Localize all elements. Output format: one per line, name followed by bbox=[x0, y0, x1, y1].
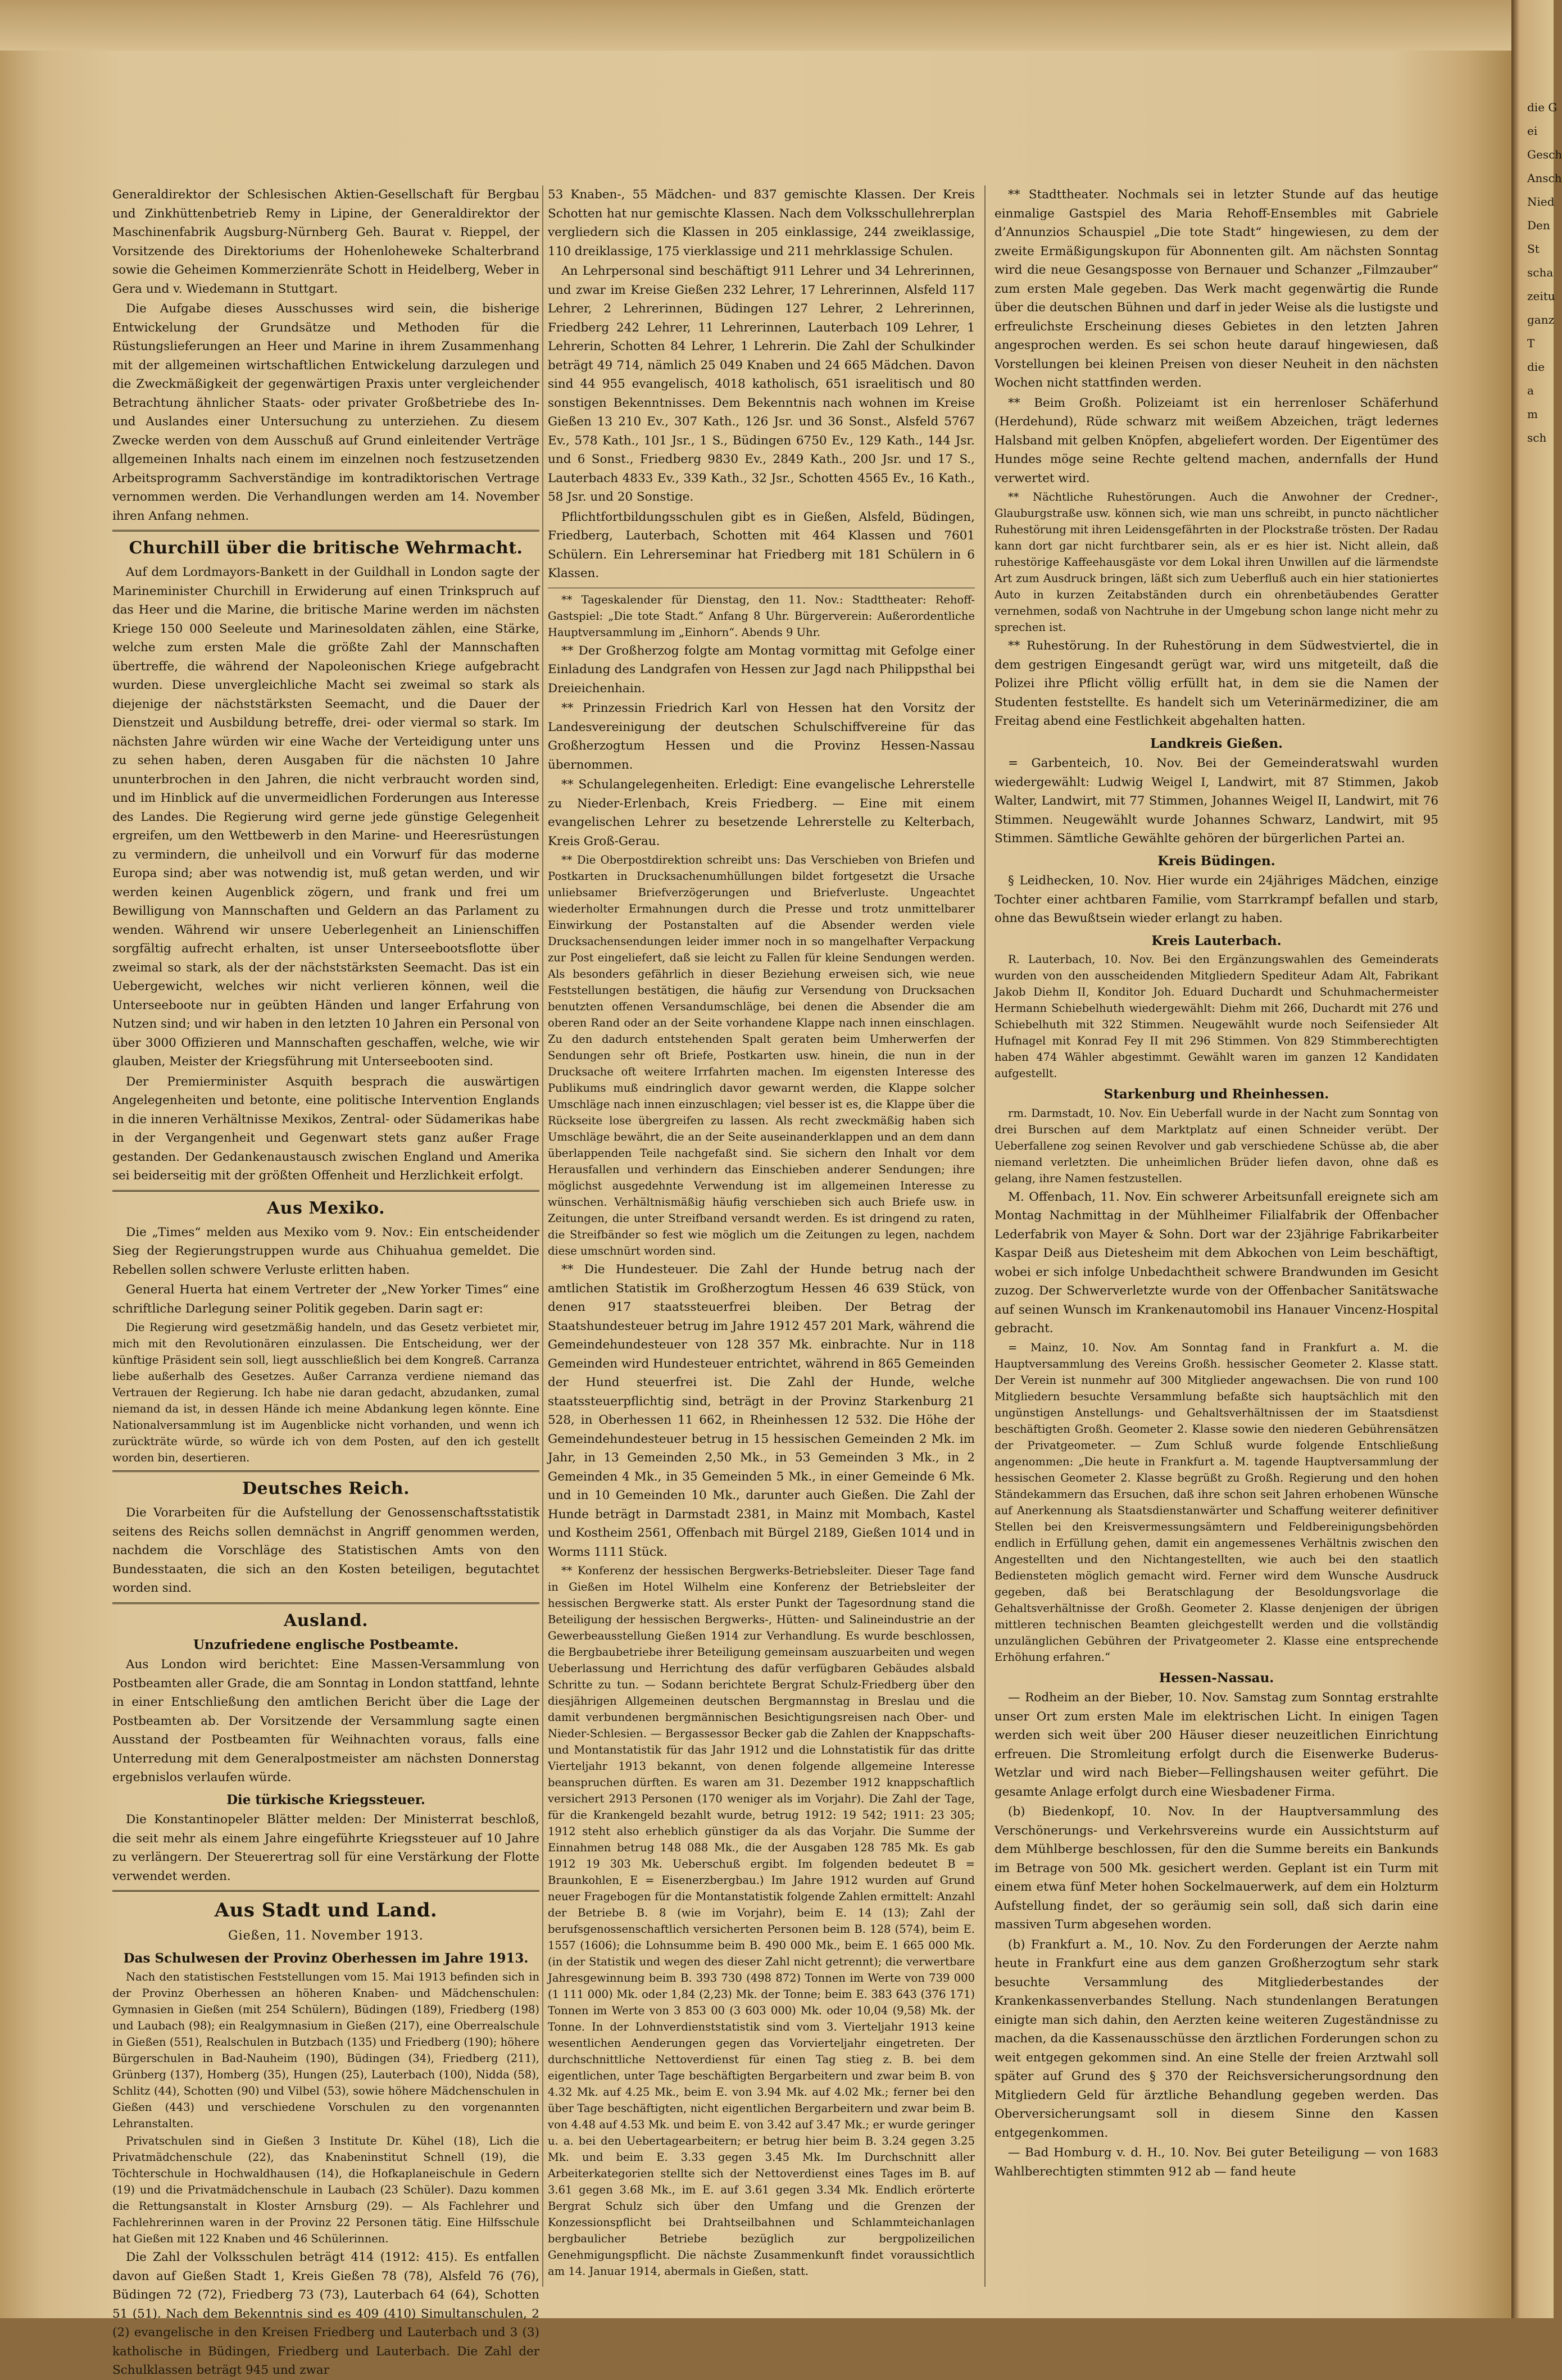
article-text: = Mainz, 10. Nov. Am Sonntag fand in Frankfurt a. M. die Hauptversammlung des Vereins Großh. hessischer Geometer 2. Klasse statt. Der Verein ist nunmehr auf 300 Mitglieder angewachsen. Die von rund 100 Mitgliedern besuchte Versammlung befaßte sich hauptsächlich mit den ungünstigen Anstellungs- und Gehaltsverhältnissen der im Staatsdienst beschäftigten Großh. Geometer 2. Klasse sowie den niederen Gebührensätzen der Privatgeometer. — Zum Schluß wurde folgende Entschließung angenommen: „Die heute in Frankfurt a. M. tagende Hauptversammlung der hessischen Geometer 2. Klasse begrüßt zu Großh. Regierung und den hohen Ständekammern das Ersuchen, daß ihre schon seit Jahren erhobenen Wünsche auf Anerkennung als Staatsdienstanwärter und Schaffung weiterer definitiver Stellen bei den Kreisvermessungsämtern und Feldbereinigungsbehörden endlich in Erfüllung gehen, damit ein angemessenes Verhältnis zwischen den Angestellten und den Nichtangestellten, wie auch bei den staatlich Bediensteten möglich gemacht wird. Ferner wird dem Wunsche Ausdruck gegeben, daß bei Beratschlagung der Besoldungsvorlage die Gehaltsverhältnisse der Großh. Geometer 2. Klasse denjenigen der übrigen mittleren technischen Beamten gleichgestellt werden und die vollständig unzulänglichen Gebühren der Privatgeometer 2. Klasse eine entsprechende Erhöhung erfahren.“ bbox=[995, 1341, 1438, 1664]
article-text: ** Der Großherzog folgte am Montag vormittag mit Gefolge einer Einladung des Landgrafen von Hessen zur Jagd nach Philippsthal bei Dreieichenhain. bbox=[548, 643, 975, 696]
article-text: Aus London wird berichtet: Eine Massen-Versammlung von Postbeamten aller Grade, die am Sonntag in London stattfand, lehnte in einer Entschließung den amtlichen Bericht über die Lage der Postbeamten ab. Der Vorsitzende der Versammlung sagte einen Ausstand der Postbeamten für Weihnachten voraus, falls eine Unterredung mit dem Generalpostmeister am nächsten Donnerstag ergebnislos verlaufen würde. bbox=[112, 1657, 539, 1784]
column-divider bbox=[542, 185, 543, 2287]
article-text: Der Premierminister Asquith besprach die auswärtigen Angelegenheiten und betonte, eine politische Intervention Englands in die inneren Verhältnisse Mexikos, Zentral- oder Südamerikas habe in der Vergangenheit und Gegenwart stets ganz außer Frage gestanden. Der Gedankenaustausch zwischen England und Amerika sei beiderseitig mit der größten Offenheit und Herzlichkeit erfolgt. bbox=[112, 1074, 539, 1183]
article-text: Privatschulen sind in Gießen 3 Institute Dr. Kühel (18), Lich die Privatmädchenschule (22), das Knabeninstitut Schnell (19), die Töchterschule in Hochwaldhausen (14), die Hofkaplaneischule in Gedern (19) und die Privatmädchenschule in Laubach (23 Schüler). Dazu kommen die Rettungsanstalt in Kloster Arnsburg (29). — Als Fachlehrer und Fachlehrerinnen waren in der Provinz 22 Personen tätig. Eine Hilfsschule hat Gießen mit 122 Knaben und 46 Schülerinnen. bbox=[112, 2134, 539, 2245]
edge-fragment: St bbox=[1527, 242, 1540, 256]
article-text: Auf dem Lordmayors-Bankett in der Guildhall in London sagte der Marineminister Churchill in Erwiderung auf einen Trinkspruch auf das Heer und die Marine, die britische Marine werden im nächsten Kriege 150 000 Seeleute und Marinesoldaten zählen, eine Stärke, welche zum ersten Male die größte Zahl der Mannschaften übertreffe, die während der Napoleonischen Kriege aufgebracht wurden. Diese unvergleichliche Macht sei zweimal so stark als diejenige der nächststärksten Seemacht, und die Dauer der Dienstzeit und Ausbildung betreffe, drei- oder viermal so stark. Im nächsten Jahre würden wir eine Wache der Verteidigung unter uns zu sehen haben, deren Ausgaben für die nächsten 10 Jahre ununterbrochen in den Jahren, die nicht verbraucht worden sind, und im Hinblick auf die unvermeidlichen Forderungen aus Interesse des Landes. Die Regierung wird gerne jede günstige Gelegenheit ergreifen, um den Wettbewerb in den Marine- und Heeresrüstungen zu vermindern, die unheilvoll und ein Vorwurf für das moderne Europa sind; aber was notwendig ist, muß getan werden, und wir werden keinen Augenblick zögern, und frank und frei um Bewilligung von Mannschaften und Geldern an das Parlament zu wenden. Während wir unsere Ueberlegenheit an Linienschiffen sorgfältig aufrecht erhalten, ist unser Unterseebootsflotte über zweimal so stark, als der der nächststärksten Seemacht. Das ist ein Uebergewicht, welches wir nicht verlieren können, weil die Unterseeboote nur in geübten Händen und langer Erfahrung von Nutzen sind; und wir haben in den letzten 10 Jahren ein Personal von über 3000 Offizieren und Mannschaften geschaffen, welche, wie wir glauben, Meister der Kriegsführung mit Unterseebooten sind. bbox=[112, 565, 539, 1069]
article-text: Die Regierung wird gesetzmäßig handeln, und das Gesetz verbietet mir, mich mit den Revolutionären einzulassen. Die Entscheidung, wer der künftige Präsident sein soll, liegt ausschließlich bei dem Kongreß. Carranza liebe außerhalb des Gesetzes. Außer Carranza verdiene niemand das Vertrauen der Regierung. Ich habe nie daran gedacht, abzudanken, zumal niemand da ist, in dessen Hände ich meine Abdankung legen könnte. Eine Nationalversammlung ist im Augenblicke nicht vorhanden, und wenn ich zurückträte würde, so würde ich von dem Posten, auf den ich gestellt worden bin, desertieren. bbox=[112, 1321, 539, 1464]
article-text: ** Die Oberpostdirektion schreibt uns: Das Verschieben von Briefen und Postkarten in Drucksachenumhüllungen bildet fortgesetzt die Ursache unliebsamer Briefverzögerungen und Briefverluste. Ungeachtet wiederholter Ermahnungen durch die Presse und trotz unmittelbarer Einwirkung der Postanstalten auf die Absender werden viele Drucksachensendungen leider immer noch in so mangelhafter Verpackung zur Post eingeliefert, daß sie leicht zu Fallen für kleine Sendungen werden. Als besonders gefährlich in dieser Beziehung erweisen sich, wie neue Feststellungen bestätigen, die häufig zur Versendung von Drucksachen benutzten offenen Versandumschläge, bei denen die Absender die am oberen Rand oder an der Seite vorhandene Klappe nach innen einschlagen. Zu den dadurch entstehenden Spalt geraten beim Umherwerfen der Sendungen sehr oft Briefe, Postkarten usw. hinein, die nun in der Drucksache oft weitere Irrfahrten machen. Im eigensten Interesse des Publikums muß eindringlich davor gewarnt werden, die Klappe solcher Umschläge nach innen einzuschlagen; viel besser ist es, die Klappe über die Rückseite lose übergreifen zu lassen. Als recht zweckmäßig haben sich Umschläge bewährt, die an der Seite auseinanderklappen und an dem dann überlappenden Teile nachgefaßt sind. Sie sichern den Inhalt vor dem Herausfallen und verhindern das Einschieben anderer Sendungen; ihre möglichst ausgedehnte Verwendung ist im allgemeinen Interesse zu wünschen. Verhältnismäßig häufig verschieben sich auch Briefe usw. in Zeitungen, die unter Streifband versandt werden. Es ist dringend zu raten, die Streifbänder so fest wie möglich um die Zeitungen zu legen, nachdem diese umschnürt worden sind. bbox=[548, 853, 975, 1257]
sub-heading: Kreis Büdingen. bbox=[1157, 853, 1275, 869]
article-text: Pflichtfortbildungsschulen gibt es in Gießen, Alsfeld, Büdingen, Friedberg, Lauterbach, Schotten mit 464 Klassen und 7601 Schülern. Ein Lehrerseminar hat Friedberg mit 181 Schülern in 6 Klassen. bbox=[548, 510, 975, 580]
article-text: Die Konstantinopeler Blätter melden: Der Ministerrat beschloß, die seit mehr als einem Jahre eingeführte Kriegssteuer auf 10 Jahre zu verlängern. Der Steuerertrag soll für eine Verstärkung der Flotte verwendet werden. bbox=[112, 1813, 539, 1883]
edge-fragment: die bbox=[1527, 360, 1545, 374]
edge-fragment: zeitu bbox=[1527, 289, 1555, 303]
edge-fragment: scha bbox=[1527, 266, 1554, 279]
edge-fragment: Nied bbox=[1527, 195, 1555, 208]
article-text: An Lehrpersonal sind beschäftigt 911 Lehrer und 34 Lehrerinnen, und zwar im Kreise Gießen 232 Lehrer, 17 Lehrerinnen, Alsfeld 117 Lehrer, 2 Lehrerinnen, Büdingen 127 Lehrer, 2 Lehrerinnen, Friedberg 242 Lehrer, 11 Lehrerinnen, Lauterbach 109 Lehrer, 1 Lehrerin, Schotten 84 Lehrer, 1 Lehrerin. Die Zahl der Schulkinder beträgt 49 714, nämlich 25 049 Knaben und 24 665 Mädchen. Davon sind 44 955 evangelisch, 4018 katholisch, 651 israelitisch und 80 sonstigen Bekenntnisses. Dem Bekenntnis nach wohnen im Kreise Gießen 13 210 Ev., 307 Kath., 126 Jsr. und 36 Sonst., Alsfeld 5767 Ev., 578 Kath., 101 Jsr., 1 S., Büdingen 6750 Ev., 129 Kath., 144 Jsr. und 6 Sonst., Friedberg 9830 Ev., 2849 Kath., 200 Jsr. und 17 S., Lauterbach 4833 Ev., 339 Kath., 32 Jsr., Schotten 4565 Ev., 16 Kath., 58 Jsr. und 20 Sonstige. bbox=[548, 264, 975, 504]
section-rule bbox=[112, 1602, 539, 1604]
section-heading: Deutsches Reich. bbox=[242, 1479, 410, 1498]
article-text: = Garbenteich, 10. Nov. Bei der Gemeinderatswahl wurden wiedergewählt: Ludwig Weigel I, Landwirt, mit 87 Stimmen, Jakob Walter, Landwirt, mit 77 Stimmen, Johannes Weigel II, Landwirt, mit 76 Stimmen. Neugewählt wurde Johannes Schwarz, Landwirt, mit 95 Stimmen. Sämtliche Gewählte gehören der bürgerlichen Partei an. bbox=[995, 756, 1438, 846]
column-divider bbox=[984, 185, 986, 2287]
sub-heading: Unzufriedene englische Postbeamte. bbox=[193, 1637, 459, 1652]
article-text: — Rodheim an der Bieber, 10. Nov. Samstag zum Sonntag erstrahlte unser Ort zum ersten Male im elektrischen Licht. In einigen Tagen werden sich weit über 200 Häuser dieser neuzeitlichen Einrichtung erfreuen. Die Stromleitung erfolgt durch die Eisenwerke Buderus-Wetzlar und wird nach Bieber—Fellingshausen weiter geführt. Die gesamte Anlage erfolgt durch eine Wiesbadener Firma. bbox=[995, 1691, 1438, 1799]
edge-fragment: Gesch bbox=[1527, 148, 1562, 161]
section-heading: Churchill über die britische Wehrmacht. bbox=[129, 538, 523, 558]
article-text: — Bad Homburg v. d. H., 10. Nov. Bei guter Beteiligung — von 1683 Wahlberechtigten stimmten 912 ab — fand heute bbox=[995, 2146, 1438, 2179]
article-text: ** Ruhestörung. In der Ruhestörung in dem Südwestviertel, die in dem gestrigen Eingesandt gerügt war, wird uns mitgeteilt, daß die Polizei ihre Pflicht völlig erfüllt hat, in dem sie die Namen der Studenten feststellte. Es handelt sich um Veterinärmediziner, die am Freitag abend eine Festlichkeit abgehalten hatten. bbox=[995, 639, 1438, 728]
sub-heading: Kreis Lauterbach. bbox=[1151, 933, 1282, 948]
section-rule bbox=[112, 1890, 539, 1892]
section-rule bbox=[112, 1470, 539, 1472]
edge-fragment: die G bbox=[1527, 101, 1558, 114]
article-text: 53 Knaben-, 55 Mädchen- und 837 gemischte Klassen. Der Kreis Schotten hat nur gemischte Klassen. Nach dem Volksschullehrerplan vergliedern sich die Klassen in 205 einklassige, 244 zweiklassige, 110 dreiklassige, 175 vierklassige und 211 mehrklassige Schulen. bbox=[548, 188, 975, 258]
adjacent-page-text bbox=[1527, 96, 1562, 2296]
edge-fragment: Ansch bbox=[1527, 171, 1562, 185]
calendar-notice: ** Tageskalender für Dienstag, den 11. Nov.: Stadttheater: Rehoff-Gastspiel: „Die tote Stadt.“ Anfang 8 Uhr. Bürgerverein: Außerordentliche Hauptversammlung im „Einhorn“. Abends 9 Uhr. bbox=[548, 593, 975, 639]
sub-heading: Die türkische Kriegssteuer. bbox=[226, 1792, 425, 1807]
article-text: R. Lauterbach, 10. Nov. Bei den Ergänzungswahlen des Gemeinderats wurden von den ausscheidenden Mitgliedern Spediteur Adam Alt, Fabrikant Jakob Diehm II, Konditor Joh. Eduard Duchardt und Schuhmachermeister Hermann Schiebelhuth wiedergewählt: Diehm mit 266, Duchardt mit 276 und Schiebelhuth mit 322 Stimmen. Neugewählt wurde noch Seifensieder Alt Hufnagel mit Konrad Fey II mit 296 Stimmen. Von 829 Stimmberechtigten haben 474 Wähler abgestimmt. Gewählt waren im ganzen 12 Kandidaten aufgestellt. bbox=[995, 953, 1438, 1080]
adjacent-page-edge bbox=[1511, 0, 1562, 2318]
sub-heading: Landkreis Gießen. bbox=[1150, 735, 1283, 751]
edge-fragment: a bbox=[1527, 384, 1534, 397]
article-text: Die Aufgabe dieses Ausschusses wird sein, die bisherige Entwickelung der Grundsätze und Methoden für die Rüstungslieferungen an Heer und Marine in ihrem Zusammenhang mit der allgemeinen wirtschaftlichen Entwickelung darzulegen und die Zweckmäßigkeit der gegenwärtigen Praxis unter vergleichender Betrachtung ähnlicher Staats- oder privater Großbetriebe des In- und Auslandes einer Untersuchung zu unterziehen. Zu diesem Zwecke werden von dem Ausschuß auf Grund einleitender Verträge allgemeinen Inhalts nach einem im einzelnen noch festzusetzenden Arbeitsprogramm Sachverständige im kontradiktorischen Vertrage vernommen werden. Die Verhandlungen werden am 14. November ihren Anfang nehmen. bbox=[112, 302, 539, 523]
sub-heading: Starkenburg und Rheinhessen. bbox=[1104, 1087, 1329, 1102]
edge-fragment: T bbox=[1527, 337, 1535, 350]
article-text: ** Prinzessin Friedrich Karl von Hessen hat den Vorsitz der Landesvereinigung der deutschen Schulschiffvereine für das Großherzogtum Hessen und die Provinz Hessen-Nassau übernommen. bbox=[548, 701, 975, 772]
article-text: ** Stadttheater. Nochmals sei in letzter Stunde auf das heutige einmalige Gastspiel des Maria Rehoff-Ensembles mit Gabriele d’Annunzios Schauspiel „Die tote Stadt“ hingewiesen, zu dem der zweite Ermäßigungskupon für Abonnenten gilt. Am nächsten Sonntag wird die neue Gesangsposse von Bernauer und Schanzer „Filmzauber“ zum ersten Male gegeben. Das Werk macht gegenwärtig die Runde über die deutschen Bühnen und darf in jeder Weise als die lustigste und erfreulichste Erscheinung dieses Gebietes in den letzten Jahren angesprochen werden. Es sei schon heute darauf hingewiesen, daß Vorstellungen bei kleinen Preisen von dieser Neuheit in den nächsten Wochen nicht stattfinden werden. bbox=[995, 188, 1438, 390]
article-text: Nach den statistischen Feststellungen vom 15. Mai 1913 befinden sich in der Provinz Oberhessen an höheren Knaben- und Mädchenschulen: Gymnasien in Gießen (mit 254 Schülern), Büdingen (189), Friedberg (198) und Laubach (98); ein Realgymnasium in Gießen (217), eine Oberrealschule in Gießen (551), Realschulen in Butzbach (135) und Friedberg (190); höhere Bürgerschulen in Bad-Nauheim (190), Büdingen (34), Friedberg (211), Grünberg (137), Homberg (35), Hungen (25), Lauterbach (100), Nidda (58), Schlitz (44), Schotten (90) und Vilbel (53), sowie höhere Mädchenschulen in Gießen (443) und verschiedene Vorschulen zu den vorgenannten Lehranstalten. bbox=[112, 1970, 539, 2130]
section-rule bbox=[112, 530, 539, 532]
article-text: Die Vorarbeiten für die Aufstellung der Genossenschaftsstatistik seitens des Reichs sollen demnächst in Angriff genommen werden, nachdem die Vorschläge des Statistischen Amts von den Bundesstaaten, die sich an den Kosten beteiligen, begutachtet worden sind. bbox=[112, 1506, 539, 1595]
dateline: Gießen, 11. November 1913. bbox=[228, 1929, 424, 1943]
edge-fragment: ganz bbox=[1527, 313, 1555, 326]
column-1 bbox=[112, 185, 539, 2377]
page-top-margin bbox=[0, 0, 1554, 51]
section-heading: Aus Stadt und Land. bbox=[214, 1899, 438, 1922]
article-text: rm. Darmstadt, 10. Nov. Ein Ueberfall wurde in der Nacht zum Sonntag von drei Burschen auf dem Marktplatz auf einen Schneider verübt. Der Ueberfallene zog seinen Revolver und gab verschiedene Schüsse ab, die aber niemand verletzten. Die unheimlichen Brüder liefen davon, ohne daß es gelang, ihre Namen festzustellen. bbox=[995, 1106, 1438, 1185]
article-text: ** Konferenz der hessischen Bergwerks-Betriebsleiter. Dieser Tage fand in Gießen im Hotel Wilhelm eine Konferenz der Betriebsleiter der hessischen Bergwerke statt. Als erster Punkt der Tagesordnung stand die Beteiligung der hessischen Bergwerks-, Hütten- und Salineindustrie an der Gewerbeausstellung Gießen 1914 zur Verhandlung. Es wurde beschlossen, die Bergbaubetriebe ihrer Beteiligung gemeinsam auszuarbeiten und wegen Ueberlassung und Herrichtung des dafür verfügbaren Gebäudes alsbald Schritte zu tun. — Sodann berichtete Bergrat Schulz-Friedberg über den diesjährigen Allgemeinen deutschen Bergmannstag in Breslau und die damit verbundenen bergmännischen Besichtigungsreisen nach Ober- und Nieder-Schlesien. — Bergassessor Becker gab die Zahlen der Knappschafts- und Montanstatistik für das Jahr 1912 und die Lohnstatistik für das dritte Vierteljahr 1913 bekannt, von denen folgende allgemeine Interesse beanspruchen dürften. Es waren am 31. Dezember 1912 knappschaftlich versichert 2913 Personen (170 weniger als im Vorjahr). Die Zahl der Tage, für die Krankengeld bezahlt wurde, betrug 1912: 19 542; 1911: 23 305; 1912 steht also erheblich günstiger da als das Vorjahr. Die Summe der Einnahmen betrug 148 088 Mk., die der Ausgaben 128 785 Mk. Es gab 1912 19 303 Mk. Ueberschuß ergibt. Im folgenden bedeutet B = Braunkohlen, E = Eisenerzbergbau.) Im Jahre 1912 wurden auf Grund neuer Fragebogen für die Montanstatistik folgende Zahlen ermittelt: Anzahl der Betriebe B. 8 (wie im Vorjahr), beim E. 14 (13); Zahl der berufsgenossenschaftlich versicherten Personen beim B. 128 (574), beim E. 1557 (1606); die Lohnsumme beim B. 490 000 Mk., beim E. 1 665 000 Mk. (in der Statistik und wegen des dieser Zahl nicht getrennt); die verwertbare Jahresgewinnung beim B. 393 730 (498 872) Tonnen im Werte von 739 000 (1 111 000) Mk. oder 1,84 (2,23) Mk. der Tonne; beim E. 383 643 (376 171) Tonnen im Werte von 3 853 00 (3 603 000) Mk. oder 10,04 (9,58) Mk. der Tonne. In der Lohnverdienststatistik sind vom 3. Vierteljahr 1913 keine wesentlichen Aenderungen gegen das Vorvierteljahr eingetreten. Der durchschnittliche Nettoverdienst für einen Tag stieg z. B. bei dem eigentlichen, unter Tage beschäftigten Bergarbeitern und zwar beim B. von 4.32 Mk. auf 4.25 Mk., beim E. von 3.94 Mk. auf 4.02 Mk.; ferner bei den über Tage beschäftigten, nicht eigentlichen Bergarbeitern und zwar beim B. von 4.48 auf 4.53 Mk. und beim E. von 3.42 auf 3.47 Mk.; er wurde geringer u. a. bei den Uebertagearbeitern; er betrug hier beim B. 3.24 gegen 3.25 Mk. und beim E. 3.33 gegen 3.45 Mk. Im Durchschnitt aller Arbeiterkategorien stellte sich der Nettoverdienst eines Tages im B. auf 3.61 gegen 3.68 Mk., im E. auf 3.61 gegen 3.34 Mk. Endlich erörterte Bergrat Schulz sich über den Umfang und die Grenzen der Konzessionspflicht bei Drahtseilbahnen und Schlammteichanlagen bergbaulicher Betriebe bezüglich zur bergpolizeilichen Genehmigungspflicht. Die nächste Zusammenkunft findet voraussichtlich am 14. Januar 1914, abermals in Gießen, statt. bbox=[548, 1564, 975, 2278]
edge-fragment: m bbox=[1527, 407, 1538, 421]
article-text: ** Schulangelegenheiten. Erledigt: Eine evangelische Lehrerstelle zu Nieder-Erlenbach, Kreis Friedberg. — Eine mit einem evangelischen Lehrer zu besetzende Lehrerstelle zu Kelterbach, Kreis Groß-Gerau. bbox=[548, 778, 975, 848]
article-text: (b) Frankfurt a. M., 10. Nov. Zu den Forderungen der Aerzte nahm heute in Frankfurt eine aus dem ganzen Großherzogtum sehr stark besuchte Versammlung des Mitgliederbestandes der Krankenkassenverbandes Stellung. Nach stundenlangen Beratungen einigte man sich dahin, den Aerzten keine weiteren Zugeständnisse zu machen, da die Kassenausschüsse den ärztlichen Forderungen schon zu weit entgegen gekommen sind. An eine Stelle der freien Arztwahl soll später auf Grund des § 370 der Reichsversicherungsordnung den Mitgliedern Geld für ärztliche Behandlung gegeben werden. Das Oberversicherungsamt soll in diesem Sinne den Kassen entgegenkommen. bbox=[995, 1937, 1438, 2140]
article-text: Generaldirektor der Schlesischen Aktien-Gesellschaft für Bergbau und Zinkhüttenbetrieb Remy in Lipine, der Generaldirektor der Maschinenfabrik Augsburg-Nürnberg Geh. Baurat v. Rieppel, der Vorsitzende des Direktoriums der Hohenloheweke Schalterbrand sowie die Geheimen Kommerzienräte Schott in Heidelberg, Weber in Gera und v. Wiedemann in Stuttgart. bbox=[112, 188, 539, 296]
article-text: § Leidhecken, 10. Nov. Hier wurde ein 24jähriges Mädchen, einzige Tochter einer achtbaren Familie, vom Starrkrampf befallen und starb, ohne das Bewußtsein wieder erlangt zu haben. bbox=[995, 874, 1438, 925]
sub-heading: Das Schulwesen der Provinz Oberhessen im Jahre 1913. bbox=[123, 1950, 529, 1966]
article-text: General Huerta hat einem Vertreter der „New Yorker Times“ eine schriftliche Darlegung seiner Politik gegeben. Darin sagt er: bbox=[112, 1283, 539, 1316]
article-text: Die „Times“ melden aus Mexiko vom 9. Nov.: Ein entscheidender Sieg der Regierungstruppen wurde aus Chihuahua gemeldet. Die Rebellen sollen schwere Verluste erlitten haben. bbox=[112, 1225, 539, 1277]
edge-fragment: Den bbox=[1527, 219, 1550, 232]
section-heading: Aus Mexiko. bbox=[266, 1198, 385, 1218]
article-text: M. Offenbach, 11. Nov. Ein schwerer Arbeitsunfall ereignete sich am Montag Nachmittag in der Mühlheimer Filialfabrik der Offenbacher Lederfabrik von Mayer & Sohn. Dort war der 23jährige Fabrikarbeiter Kaspar Deiß aus Dietesheim mit dem Abkochen von Leim beschäftigt, wobei er sich infolge Unbedachtheit schwere Brandwunden im Gesicht zuzog. Der Schwerverletzte wurde von der Offenbacher Sanitätswache auf seinen Wunsch im Krankenautomobil ins Hanauer Vincenz-Hospital gebracht. bbox=[995, 1189, 1438, 1336]
article-text: (b) Biedenkopf, 10. Nov. In der Hauptversammlung des Verschönerungs- und Verkehrsvereins wurde ein Aussichtsturm auf dem Mühlberge beschlossen, für den die Summe bereits ein Bankunds im Betrage von 500 Mk. gesichert werden. Geplant ist ein Turm mit einem etwa fünf Meter hohen Sockelmauerwerk, auf dem ein Holzturm Aufstellung findet, der so geräumig sein soll, daß sich darin eine massiven Turm abgesehen worden. bbox=[995, 1805, 1438, 1932]
column-3 bbox=[995, 185, 1438, 2287]
article-text: Die Zahl der Volksschulen beträgt 414 (1912: 415). Es entfallen davon auf Gießen Stadt 1, Kreis Gießen 78 (78), Alsfeld 76 (76), Büdingen 72 (72), Friedberg 73 (73), Lauterbach 64 (64), Schotten 51 (51). Nach dem Bekenntnis sind es 409 (410) Simultanschulen, 2 (2) evangelische in den Kreisen Friedberg und Lauterbach und 3 (3) katholische in Büdingen, Friedberg und Lauterbach. Die Zahl der Schulklassen beträgt 945 und zwar bbox=[112, 2250, 539, 2377]
edge-fragment: sch bbox=[1527, 431, 1547, 444]
article-text: ** Beim Großh. Polizeiamt ist ein herrenloser Schäferhund (Herdehund), Rüde schwarz mit weißem Abzeichen, trägt ledernes Halsband mit gelben Knöpfen, abgeliefert worden. Der Eigentümer des Hundes möge seine Rechte geltend machen, andernfalls der Hund verwertet wird. bbox=[995, 396, 1438, 485]
column-2 bbox=[548, 185, 975, 2287]
edge-fragment: ei bbox=[1527, 124, 1538, 138]
sub-heading: Hessen-Nassau. bbox=[1159, 1670, 1274, 1686]
article-text: ** Die Hundesteuer. Die Zahl der Hunde betrug nach der amtlichen Statistik im Großherzogtum Hessen 46 639 Stück, von denen 917 staatssteuerfrei bleiben. Der Betrag der Staatshundesteuer betrug im Jahre 1912 457 201 Mark, während die Gemeindehundesteuer von 128 357 Mk. einbrachte. Nur in 118 Gemeinden wird Hundesteuer entrichtet, während in 865 Gemeinden der Hund steuerfrei ist. Die Zahl der Hunde, welche staatssteuerpflichtig sind, beträgt in der Provinz Starkenburg 21 528, in Oberhessen 11 662, in Rheinhessen 12 532. Die Höhe der Gemeindehundesteuer betrug in 15 hessischen Gemeinden 2 Mk. im Jahr, in 13 Gemeinden 2,50 Mk., in 53 Gemeinden 3 Mk., in 2 Gemeinden 4 Mk., in 35 Gemeinden 5 Mk., in einer Gemeinde 6 Mk. und in 10 Gemeinden 10 Mk., darunter auch Gießen. Die Zahl der Hunde beträgt in Darmstadt 2381, in Mainz mit Mombach, Kastel und Kostheim 2561, Offenbach mit Bürgel 2189, Gießen 1014 und in Worms 1111 Stück. bbox=[548, 1262, 975, 1559]
section-rule bbox=[112, 1190, 539, 1192]
section-heading: Ausland. bbox=[283, 1610, 369, 1630]
article-text: ** Nächtliche Ruhestörungen. Auch die Anwohner der Credner-, Glauburgstraße usw. können sich, wie man uns schreibt, in puncto nächtlicher Ruhestörung mit ihren Leidensgefährten in der Plockstraße trösten. Der Radau kann dort gar nicht furchtbarer sein, als er es hier ist. Nicht allein, daß ruhestörige Kaffeehausgäste vor dem Lokal ihren Unwillen auf die lärmendste Art zum Ausdruck bringen, läßt sich zum Ueberfluß auch ein hier stationiertes Auto in kurzen Zeitabständen durch ein ohrenbetäubendes Geratter vernehmen, sodaß von Nachtruhe in der Umgebung schon lange nicht mehr zu sprechen ist. bbox=[995, 490, 1438, 634]
